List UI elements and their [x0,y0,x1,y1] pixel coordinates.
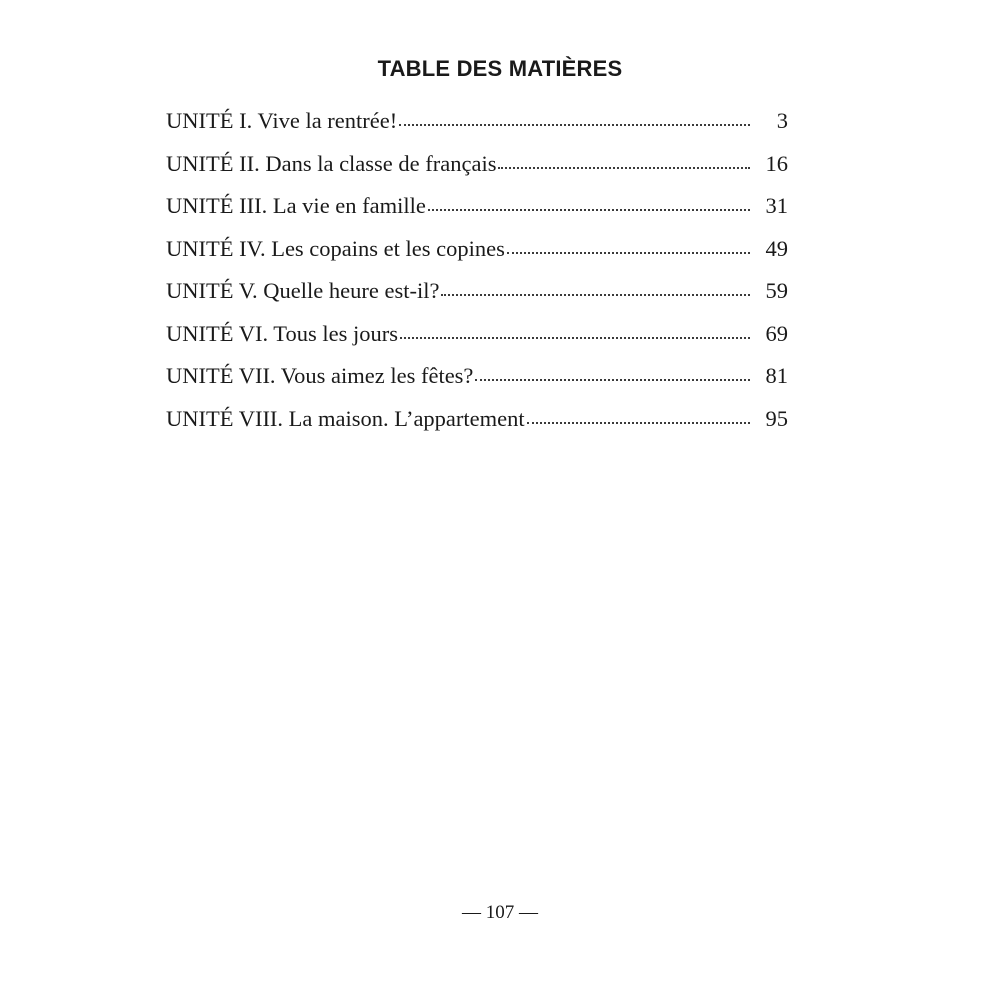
toc-entry-unit-7 [166,361,788,404]
toc-entry-unit-3 [166,191,788,234]
toc-entry-unit-5 [166,276,788,319]
toc-entry-unit-6 [166,319,788,362]
toc-entry-title: UNITÉ IV. Les copains et les copines [166,235,505,261]
toc-entry-page: 31 [765,193,788,218]
toc-entry-title: UNITÉ I. Vive la rentrée! [166,108,398,133]
toc-entry-unit-1 [166,106,788,149]
dot-leader [399,106,750,128]
toc-entry-title: UNITÉ VIII. La maison. L’appartement [166,405,525,431]
toc-entry-page: 69 [765,320,788,346]
toc-entry-page: 81 [765,363,788,388]
page-number: — 107 — [462,902,538,923]
toc-entry-title: UNITÉ II. Dans la classe de français [166,150,497,176]
toc-entry-page: 95 [765,405,788,431]
dot-leader [507,234,750,256]
dot-leader [475,361,750,383]
toc-entry-unit-8 [166,404,788,447]
dot-leader [441,276,750,298]
toc-entry-unit-4 [166,234,788,277]
toc-entry-page: 16 [765,150,788,176]
dot-leader [400,319,750,341]
toc-entry-page: 3 [776,108,788,133]
page-title: TABLE DES MATIÈRES [377,56,623,81]
toc-entry-title: UNITÉ VII. Vous aimez les fêtes? [166,363,474,388]
toc-entry-page: 59 [765,278,788,303]
dot-leader [428,191,750,213]
toc-entry-page: 49 [765,235,788,261]
dot-leader [498,149,750,171]
table-of-contents [166,106,788,446]
toc-entry-unit-2 [166,149,788,192]
toc-entry-title: UNITÉ VI. Tous les jours [166,320,398,346]
toc-entry-title: UNITÉ V. Quelle heure est-il? [166,278,440,303]
toc-entry-title: UNITÉ III. La vie en famille [166,193,426,218]
dot-leader [527,404,750,426]
